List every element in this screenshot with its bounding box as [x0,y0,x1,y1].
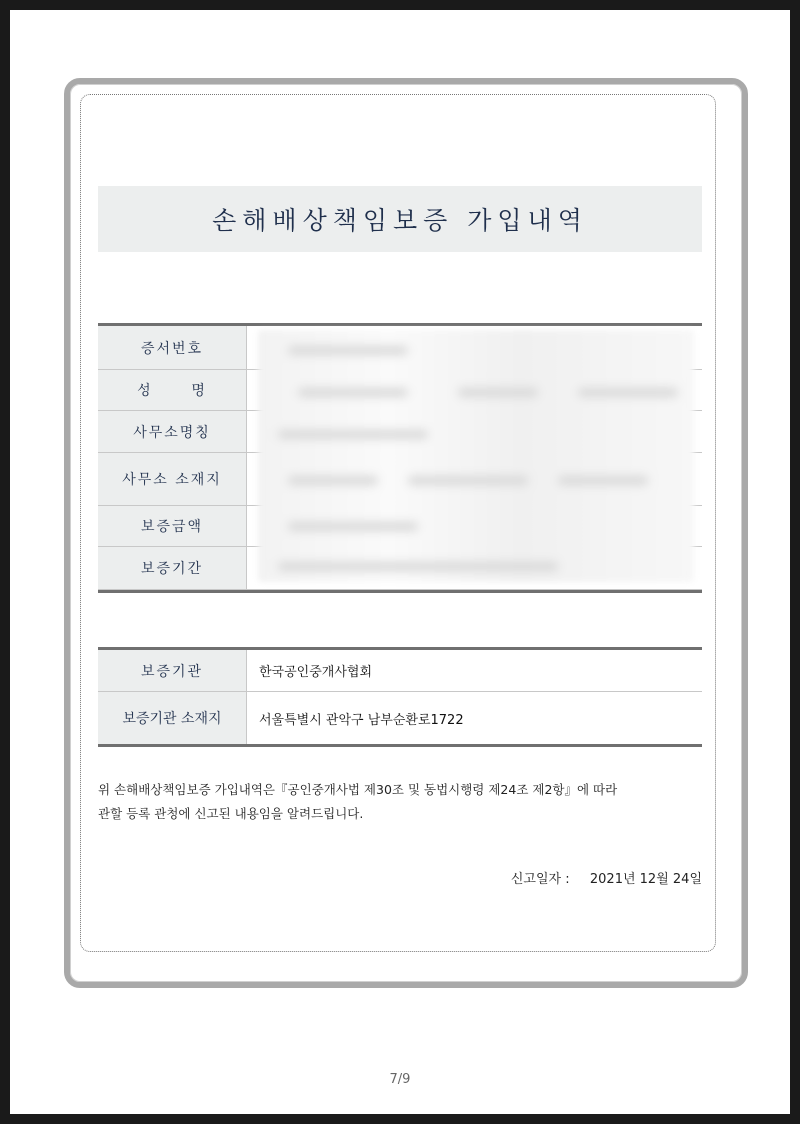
row-label-guarantor-address: 보증기관 소재지 [98,692,247,744]
row-label-guarantor: 보증기관 [98,650,247,691]
row-label-office-address: 사무소 소재지 [98,453,247,505]
row-label-name: 성 명 [98,370,247,410]
notice-line-1: 위 손해배상책임보증 가입내역은『공인중개사법 제30조 및 동법시행령 제24조 제2항』에 따라 [98,782,618,797]
table-row [98,650,702,692]
document-page [10,10,790,1114]
row-value-guarantor: 한국공인중개사협회 [259,665,373,680]
document-title: 손해배상책임보증 가입내역 [212,206,588,235]
notice-paragraph [98,778,702,826]
table-row [98,692,702,744]
title-band [98,186,702,252]
report-date-label: 신고일자 : [510,872,570,887]
guarantor-table [98,647,702,747]
redacted-blur-overlay [258,330,694,582]
notice-line-2: 관할 등록 관청에 신고된 내용임을 알려드립니다. [98,806,364,821]
row-label-guarantee-amount: 보증금액 [98,506,247,546]
report-date-value: 2021년 12월 24일 [589,872,702,887]
page-number: 7/9 [389,1072,411,1087]
row-label-certificate-number: 증서번호 [98,326,247,369]
row-label-office-name: 사무소명칭 [98,411,247,452]
row-label-guarantee-period: 보증기간 [98,547,247,589]
row-value-guarantor-address: 서울특별시 관악구 남부순환로1722 [259,712,464,728]
report-date [98,868,702,887]
certificate-table [98,323,702,593]
